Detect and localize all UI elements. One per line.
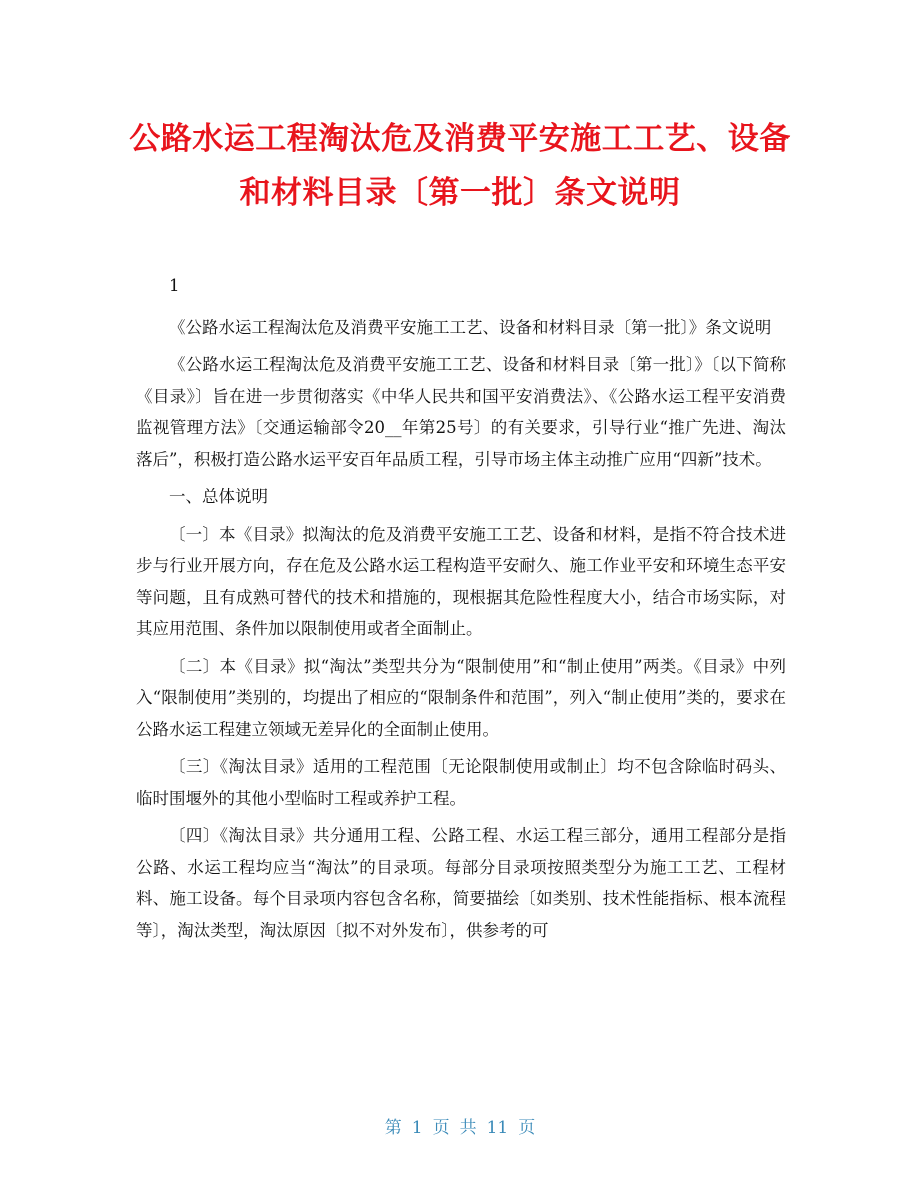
footer-label-total-unit: 页 bbox=[518, 1118, 536, 1138]
footer-label-page: 第 bbox=[384, 1118, 402, 1138]
paragraph-heading: 《公路水运工程淘汰危及消费平安施工工艺、设备和材料目录〔第一批〕》条文说明 bbox=[169, 317, 772, 337]
footer-total-pages: 11 bbox=[486, 1118, 509, 1138]
footer-label-page-unit: 页 bbox=[432, 1118, 450, 1138]
footer-label-total: 共 bbox=[459, 1118, 477, 1138]
section-number: 1 bbox=[169, 276, 180, 295]
document-body bbox=[136, 270, 786, 952]
paragraph-item-1: 〔一〕本《目录》拟淘汰的危及消费平安施工工艺、设备和材料，是指不符合技术进步与行业开展方向，存在危及公路水运工程构造平安耐久、施工作业平安和环境生态平安等问题，且有成熟可替代的技术和措施的，现根据其危险性程度大小，结合市场实际，对其应用范围、条件加以限制使用或者全面制止。 bbox=[136, 524, 786, 638]
paragraph-intro: 《公路水运工程淘汰危及消费平安施工工艺、设备和材料目录〔第一批〕》〔以下简称《目录》〕旨在进一步贯彻落实《中华人民共和国平安消费法》、《公路水运工程平安消费监视管理方法》〔交通运输部令20__年第25号〕的有关要求，引导行业“推广先进、淘汰落后”，积极打造公路水运平安百年品质工程，引导市场主体主动推广应用“四新”技术。 bbox=[136, 355, 786, 469]
paragraph-item-3: 〔三〕《淘汰目录》适用的工程范围〔无论限制使用或制止〕均不包含除临时码头、临时围堰外的其他小型临时工程或养护工程。 bbox=[136, 757, 786, 808]
paragraph-item-4: 〔四〕《淘汰目录》共分通用工程、公路工程、水运工程三部分，通用工程部分是指公路、水运工程均应当“淘汰”的目录项。每部分目录项按照类型分为施工工艺、工程材料、施工设备。每个目录项内容包含名称，简要描绘〔如类别、技术性能指标、根本流程等〕，淘汰类型，淘汰原因〔拟不对外发布〕，供参考的可 bbox=[136, 826, 786, 940]
page-footer bbox=[0, 1113, 920, 1138]
document-title: 公路水运工程淘汰危及消费平安施工工艺、设备和材料目录〔第一批〕条文说明 bbox=[129, 121, 791, 211]
paragraph-item-2: 〔二〕本《目录》拟“淘汰”类型共分为“限制使用”和“制止使用”两类。《目录》中列入“限制使用”类别的，均提出了相应的“限制条件和范围”，列入“制止使用”类的，要求在公路水运工程建立领域无差异化的全面制止使用。 bbox=[136, 656, 786, 739]
footer-current-page: 1 bbox=[411, 1118, 423, 1138]
section-heading-general: 一、总体说明 bbox=[169, 487, 268, 506]
